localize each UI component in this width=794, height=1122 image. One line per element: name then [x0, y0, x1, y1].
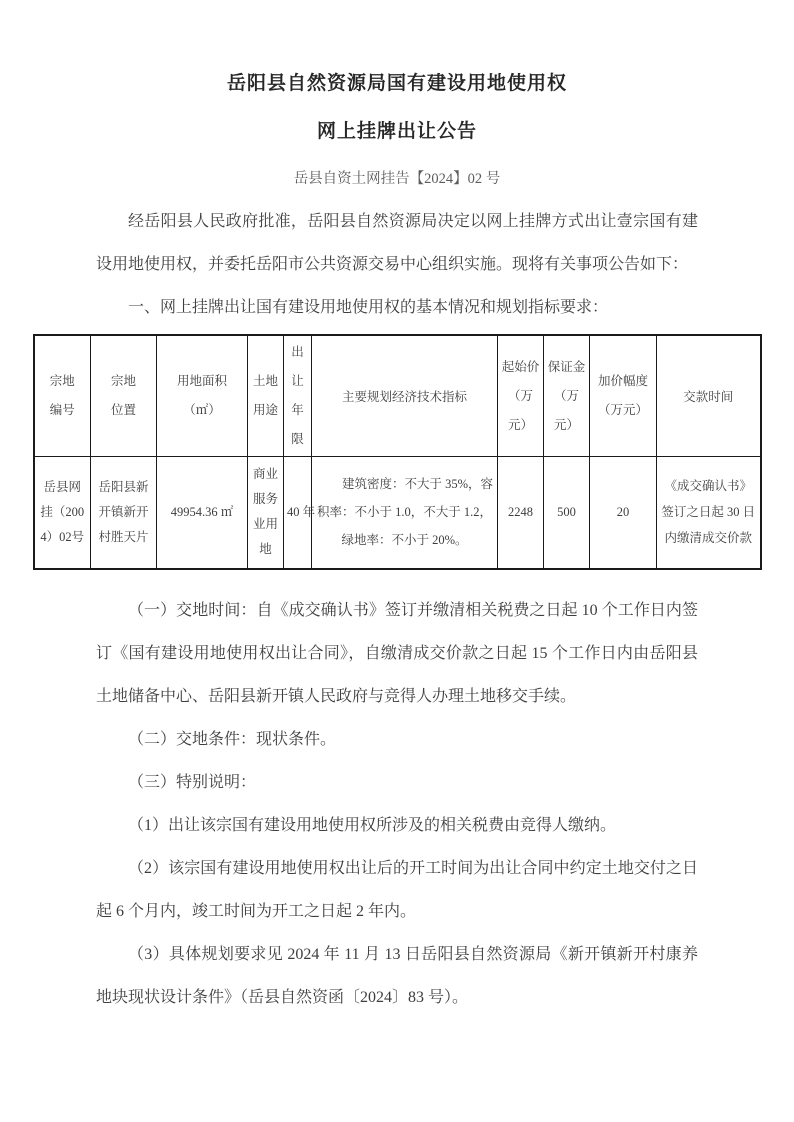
cell-indicators: 建筑密度：不大于 35%，容积率：不小于 1.0，不大于 1.2，绿地率：不小于 20%。 — [312, 457, 498, 569]
header-area: 用地面积 （㎡） — [157, 335, 248, 457]
header-location: 宗地 位置 — [91, 335, 157, 457]
table-row — [34, 457, 761, 569]
paragraph-delivery-condition: （二）交地条件：现状条件。 — [128, 730, 337, 748]
section-one-heading: 一、网上挂牌出让国有建设用地使用权的基本情况和规划指标要求： — [128, 299, 609, 316]
table-header-row — [34, 335, 761, 457]
document-number: 岳县自资土网挂告【2024】02 号 — [293, 171, 501, 187]
cell-parcel-no: 岳县网挂（2004）02号 — [34, 457, 91, 569]
paragraph-note-1: （1）出让该宗国有建设用地使用权所涉及的相关税费由竞得人缴纳。 — [128, 816, 617, 834]
intro-paragraph: 经岳阳县人民政府批准，岳阳县自然资源局决定以网上挂牌方式出让壹宗国有建设用地使用权，并委托岳阳市公共资源交易中心组织实施。现将有关事项公告如下： — [96, 213, 698, 273]
cell-term: 40 年 — [284, 457, 312, 569]
header-term: 出让 年限 — [284, 335, 312, 457]
page-subtitle: 网上挂牌出让公告 — [316, 121, 477, 142]
terms-section — [96, 589, 698, 1019]
header-payment-time: 交款时间 — [657, 335, 761, 457]
cell-location: 岳阳县新开镇新开村胜天片 — [91, 457, 157, 569]
header-increment: 加价幅度 （万元） — [590, 335, 657, 457]
paragraph-note-2: （2）该宗国有建设用地使用权出让后的开工时间为出让合同中约定土地交付之日起 6 个月内，竣工时间为开工之日起 2 年内。 — [96, 859, 698, 920]
cell-start-price: 2248 — [498, 457, 544, 569]
paragraph-delivery-time: （一）交地时间：自《成交确认书》签订并缴清相关税费之日起 10 个工作日内签订《国有建设用地使用权出让合同》，自缴清成交价款之日起 15 个工作日内由岳阳县土地储备中心、岳阳县新开镇人民政府与竞得人办理土地移交手续。 — [96, 601, 698, 705]
header-start-price: 起始价 （万元） — [498, 335, 544, 457]
header-land-use: 土地 用途 — [248, 335, 284, 457]
intro-section — [96, 200, 698, 329]
header-parcel-no: 宗地 编号 — [34, 335, 91, 457]
cell-deposit: 500 — [544, 457, 590, 569]
cell-increment: 20 — [590, 457, 657, 569]
cell-payment-time: 《成交确认书》签订之日起 30 日内缴清成交价款 — [657, 457, 761, 569]
cell-land-use: 商业服务业用地 — [248, 457, 284, 569]
header-indicators: 主要规划经济技术指标 — [312, 335, 498, 457]
paragraph-note-3: （3）具体规划要求见 2024 年 11 月 13 日岳阳县自然资源局《新开镇新开村康养地块现状设计条件》（岳县自然资函〔2024〕83 号）。 — [96, 945, 698, 1006]
cell-area: 49954.36 ㎡ — [157, 457, 248, 569]
page-title: 岳阳县自然资源局国有建设用地使用权 — [226, 73, 567, 94]
header-deposit: 保证金 （万元） — [544, 335, 590, 457]
land-parcel-table — [33, 334, 762, 570]
paragraph-special-notes-heading: （三）特别说明： — [128, 773, 257, 791]
